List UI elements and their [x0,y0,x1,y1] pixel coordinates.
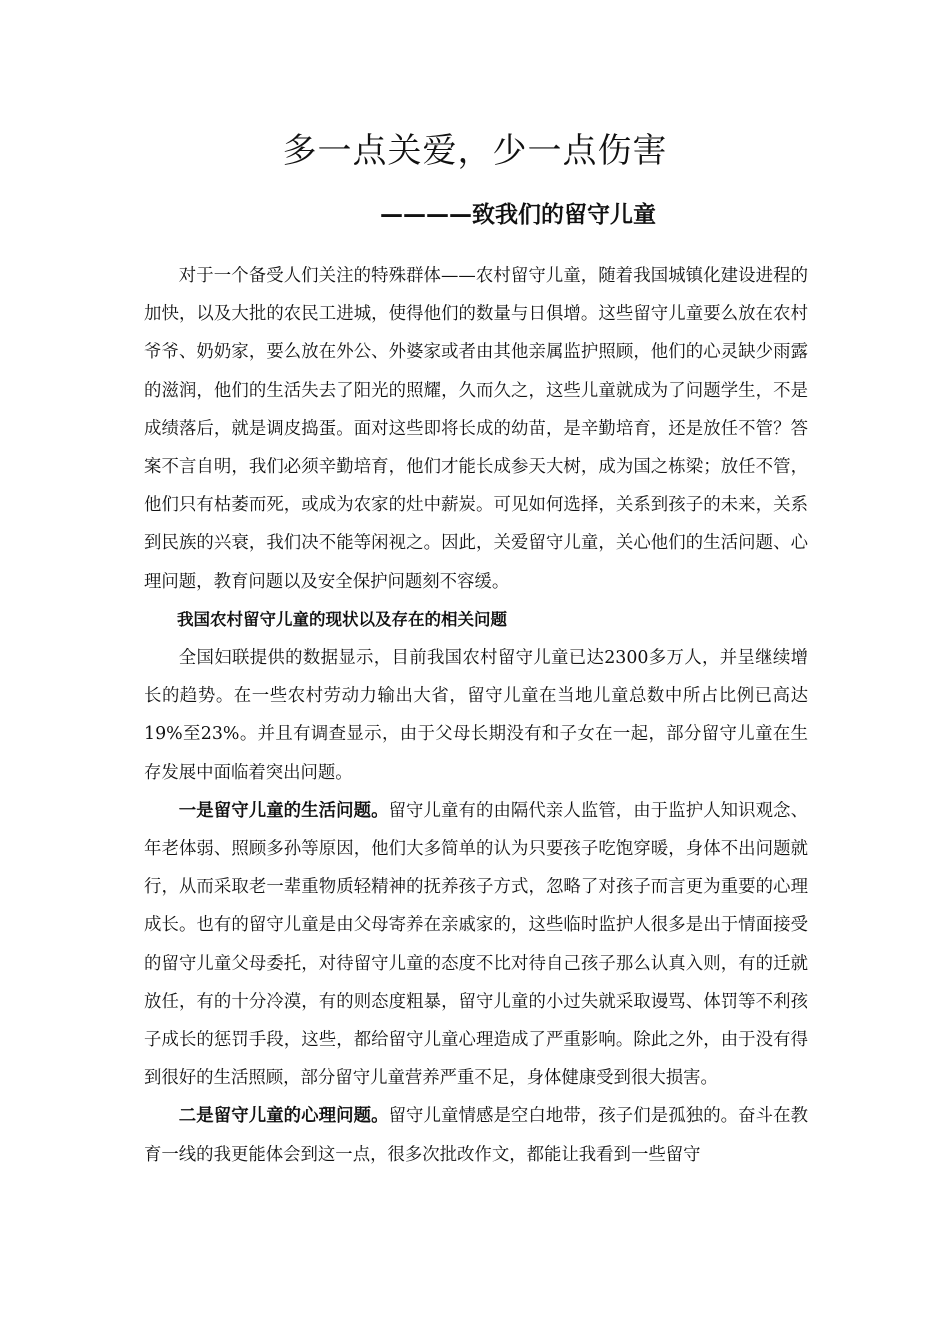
paragraph-intro: 对于一个备受人们关注的特殊群体——农村留守儿童，随着我国城镇化建设进程的加快，以及大批的农民工进城，使得他们的数量与日俱增。这些留守儿童要么放在农村爷爷、奶奶家，要么放在外公、外婆家或者由其他亲属监护照顾，他们的心灵缺少雨露的滋润，他们的生活失去了阳光的照耀，久而久之，这些儿童就成为了问题学生，不是成绩落后，就是调皮捣蛋。面对这些即将长成的幼苗，是辛勤培育，还是放任不管？答案不言自明，我们必须辛勤培育，他们才能长成参天大树，成为国之栋梁；放任不管，他们只有枯萎而死，或成为农家的灶中薪炭。可见如何选择，关系到孩子的未来，关系到民族的兴衰，我们决不能等闲视之。因此，关爱留守儿童，关心他们的生活问题、心理问题，教育问题以及安全保护问题刻不容缓。 [144,266,808,592]
document-subtitle: ————致我们的留守儿童 [380,202,656,228]
document-title: 多一点关爱，少一点伤害 [282,131,668,171]
document-body [144,257,808,1174]
paragraph-status: 全国妇联提供的数据显示，目前我国农村留守儿童已达2300多万人，并呈继续增长的趋势。在一些农村劳动力输出大省，留守儿童在当地儿童总数中所占比例已高达19%至23%。并且有调查显示，由于父母长期没有和子女在一起，部分留守儿童在生存发展中面临着突出问题。 [144,648,808,783]
paragraph-psychological-problem [144,1097,808,1173]
paragraph-living-problem [144,792,808,1098]
paragraph-lead: 二是留守儿童的心理问题。 [178,1106,389,1127]
section-heading: 我国农村留守儿童的现状以及存在的相关问题 [177,609,507,629]
paragraph-text: 留守儿童有的由隔代亲人监管，由于监护人知识观念、年老体弱、照顾多孙等原因，他们大多简单的认为只要孩子吃饱穿暖，身体不出问题就行，从而采取老一辈重物质轻精神的抚养孩子方式，忽略了对孩子而言更为重要的心理成长。也有的留守儿童是由父母寄养在亲戚家的，这些临时监护人很多是出于情面接受的留守儿童父母委托，对待留守儿童的态度不比对待自己孩子那么认真入则，有的迁就放任，有的十分冷漠，有的则态度粗暴，留守儿童的小过失就采取谩骂、体罚等不利孩子成长的惩罚手段，这些，都给留守儿童心理造成了严重影响。除此之外，由于没有得到很好的生活照顾，部分留守儿童营养严重不足，身体健康受到很大损害。 [144,800,808,1089]
paragraph-text: 留守儿童情感是空白地带，孩子们是孤独的。奋斗在教育一线的我更能体会到这一点，很多次批改作文，都能让我看到一些留守 [144,1106,808,1165]
paragraph-lead: 一是留守儿童的生活问题。 [178,800,389,821]
